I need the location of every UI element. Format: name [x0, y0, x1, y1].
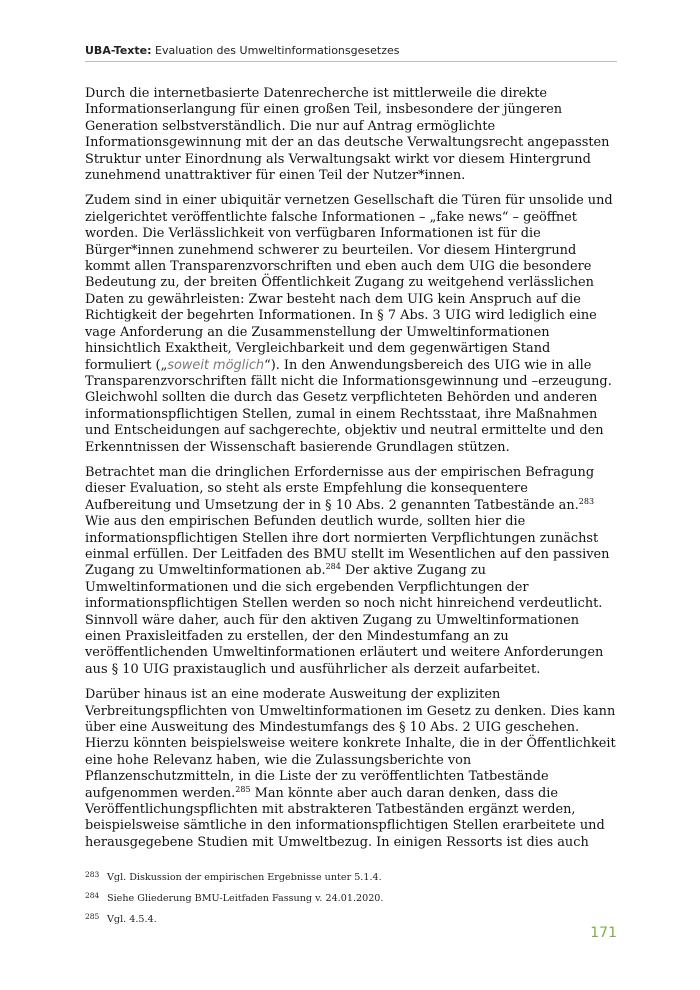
paragraph-3	[85, 465, 617, 678]
footnotes	[85, 872, 617, 935]
text-line: Hierzu könnten beispielsweise weitere konkrete Inhalte, die in der Öffentlichkeit	[85, 736, 616, 752]
text-line	[85, 563, 617, 579]
running-header	[85, 44, 617, 57]
footnote-text: Siehe Gliederung BMU-Leitfaden Fassung v. 24.01.2020.	[107, 893, 384, 904]
paragraph-2	[85, 193, 617, 456]
text-segment: Man könnte aber auch daran denken, dass die	[250, 785, 559, 801]
text-line: Generation selbstverständlich. Die nur auf Antrag ermöglichte	[85, 118, 496, 134]
text-line: Betrachtet man die dringlichen Erfordernisse aus der empirischen Befragung	[85, 464, 595, 480]
quote-suffix: “). In den Anwendungsbereich des UIG wie in alle	[264, 357, 592, 373]
text-line: Informationserlangung für einen großen Teil, insbesondere der jüngeren	[85, 102, 563, 118]
text-line: Verbreitungspflichten von Umweltinformationen im Gesetz zu denken. Dies kann	[85, 703, 616, 719]
header-divider	[85, 61, 617, 62]
text-line: hinsichtlich Exaktheit, Vergleichbarkeit und dem gegenwärtigen Stand	[85, 341, 551, 357]
page-number: 171	[590, 925, 617, 941]
text-line: Erkenntnissen der Wissenschaft basierende Grundlagen stützen.	[85, 439, 510, 455]
footnote-number: 284	[85, 891, 100, 900]
text-line: Bürger*innen zunehmend schwerer zu beurteilen. Vor diesem Hintergrund	[85, 242, 577, 258]
text-line: zielgerichtet veröffentlichte falsche Informationen – „fake news“ – geöffnet	[85, 209, 577, 225]
footnote-text: Vgl. 4.5.4.	[107, 914, 157, 925]
text-segment: Der aktive Zugang zu	[340, 563, 486, 579]
paragraph-1	[85, 86, 617, 184]
footnote-284	[85, 893, 617, 914]
header-series: UBA-Texte:	[85, 44, 152, 57]
text-line: informationspflichtigen Stellen ihre dort normierten Verpflichtungen zunächst	[85, 530, 599, 546]
text-line: informationspflichtigen Stellen werden so noch nicht hinreichend verdeutlicht.	[85, 596, 603, 612]
text-segment: Aufbereitung und Umsetzung der in § 10 Abs. 2 genannten Tatbestände an.	[85, 497, 579, 513]
text-line: Gleichwohl sollten die durch das Gesetz verpflichteten Behörden und anderen	[85, 390, 598, 406]
text-line: vage Anforderung an die Zusammenstellung der Umweltinformationen	[85, 324, 550, 340]
footnote-text: Vgl. Diskussion der empirischen Ergebnisse unter 5.1.4.	[107, 872, 382, 883]
footnote-ref-283[interactable]: 283	[578, 496, 595, 506]
text-line: und Entscheidungen auf sachgerechte, objektiv und neutral ermittelte und den	[85, 423, 604, 439]
text-segment: Zugang zu Umweltinformationen ab.	[85, 563, 326, 579]
text-line: Informationsgewinnung mit der an das deutsche Verwaltungsrecht angepassten	[85, 135, 610, 151]
text-line: dieser Evaluation, so steht als erste Empfehlung die konsequentere	[85, 481, 528, 497]
text-line: Transparenzvorschriften fällt nicht die Informationsgewinnung und –erzeugung.	[85, 373, 612, 389]
text-line: Veröffentlichungspflichten mit abstrakteren Tatbeständen ergänzt werden,	[85, 802, 576, 818]
text-line: Richtigkeit der begehrten Informationen. In § 7 Abs. 3 UIG wird lediglich eine	[85, 308, 597, 324]
quote-italic-text: soweit möglich	[167, 357, 265, 373]
text-line: zunehmend unattraktiver für einen Teil der Nutzer*innen.	[85, 168, 466, 184]
text-line-quote	[85, 358, 617, 374]
header-title: Evaluation des Umweltinformationsgesetzes	[155, 44, 400, 57]
footnote-number: 283	[85, 870, 100, 879]
text-line: einen Praxisleitfaden zu erstellen, der den Mindestumfang an zu	[85, 629, 509, 644]
body-text	[85, 86, 617, 860]
text-line: Darüber hinaus ist an eine moderate Ausweitung der expliziten	[85, 687, 501, 703]
quote-prefix: formuliert („	[85, 357, 168, 373]
text-line: kommt allen Transparenzvorschriften und eben auch dem UIG die besondere	[85, 259, 592, 275]
text-line	[85, 786, 617, 802]
text-line: Zudem sind in einer ubiquitär vernetzen Gesellschaft die Türen für unsolide und	[85, 193, 613, 209]
footnote-283	[85, 872, 617, 893]
text-line: informationspflichtigen Stellen, zumal in einem Rechtsstaat, ihre Maßnahmen	[85, 406, 598, 422]
paragraph-4	[85, 687, 617, 851]
text-line: veröffentlichenden Umweltinformationen erläutert und weitere Anforderungen	[85, 645, 604, 661]
text-line: beispielsweise sämtliche in den informationspflichtigen Stellen erarbeitete und	[85, 818, 605, 834]
text-line: Sinnvoll wäre daher, auch für den aktiven Zugang zu Umweltinformationen	[85, 612, 580, 628]
text-line: über eine Ausweitung des Mindestumfangs des § 10 Abs. 2 UIG geschehen.	[85, 720, 580, 736]
text-line: eine hohe Relevanz haben, wie die Zulassungsberichte von	[85, 752, 472, 768]
text-line: herausgegebene Studien mit Umweltbezug. In einigen Ressorts ist dies auch	[85, 834, 589, 850]
text-line: einmal erfüllen. Der Leitfaden des BMU stellt im Wesentlichen auf den passiven	[85, 546, 610, 562]
text-line: Struktur unter Einordnung als Verwaltungsakt wirkt vor diesem Hintergrund	[85, 151, 591, 167]
text-line: Durch die internetbasierte Datenrecherche ist mittlerweile die direkte	[85, 86, 548, 101]
footnote-285	[85, 914, 617, 935]
text-line: aus § 10 UIG praxistauglich und ausführlicher als derzeit aufarbeitet.	[85, 661, 541, 677]
text-line: worden. Die Verlässlichkeit von verfügbaren Informationen ist für die	[85, 226, 541, 242]
text-line: Daten zu gewährleisten: Zwar besteht nach dem UIG kein Anspruch auf die	[85, 291, 581, 307]
text-line: Bedeutung zu, der breiten Öffentlichkeit Zugang zu weitgehend verlässlichen	[85, 275, 594, 291]
text-segment: aufgenommen werden.	[85, 785, 236, 801]
footnote-ref-285[interactable]: 285	[235, 784, 251, 794]
text-line: Wie aus den empirischen Befunden deutlich wurde, sollten hier die	[85, 514, 526, 530]
text-line: Umweltinformationen und die sich ergebenden Verpflichtungen der	[85, 579, 529, 595]
footnote-number: 285	[85, 912, 100, 921]
text-line: Pflanzenschutzmitteln, in die Liste der zu veröffentlichten Tatbestände	[85, 769, 549, 785]
footnote-ref-284[interactable]: 284	[325, 562, 341, 572]
text-line	[85, 498, 617, 514]
